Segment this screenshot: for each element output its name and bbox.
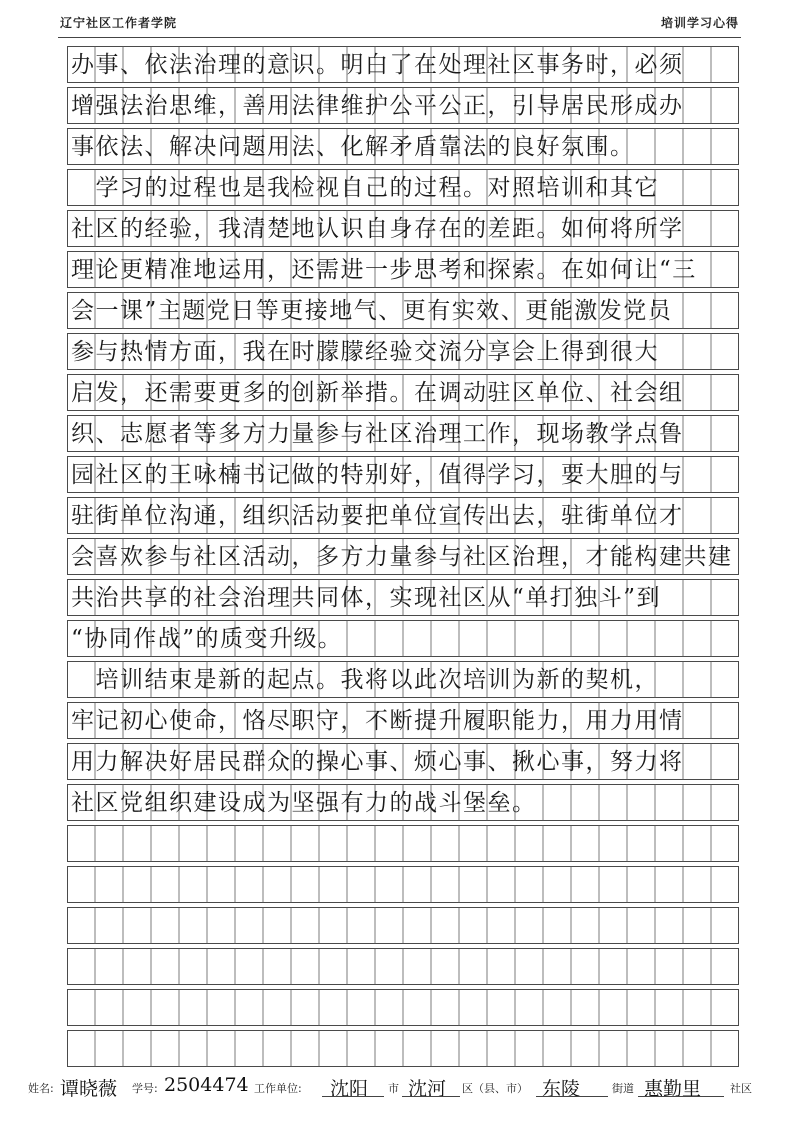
name-value: 谭晓薇 xyxy=(60,1078,118,1100)
district-label: 区（县、市） xyxy=(462,1082,528,1095)
city-value: 沈阳 xyxy=(330,1078,369,1100)
community-underline xyxy=(638,1096,724,1097)
id-label: 学号: xyxy=(132,1082,158,1095)
street-underline xyxy=(536,1096,608,1097)
body-line: 园社区的王咏楠书记做的特别好，值得学习，要大胆的与 xyxy=(71,462,684,488)
community-label: 社区 xyxy=(730,1082,752,1095)
header-divider xyxy=(58,37,741,38)
body-line: 会一课”主题党日等更接地气、更有实效、更能激发党员 xyxy=(71,298,673,324)
header-right-title: 培训学习心得 xyxy=(660,16,739,30)
body-line: 用力解决好居民群众的操心事、烦心事、揪心事，努力将 xyxy=(71,749,684,775)
writing-grid xyxy=(67,46,739,1070)
community-value: 惠勤里 xyxy=(644,1078,702,1100)
street-label: 街道 xyxy=(612,1082,634,1095)
body-line: 事依法、解决问题用法、化解矛盾靠法的良好氛围。 xyxy=(71,134,635,160)
body-line: 增强法治思维，善用法律维护公平公正，引导居民形成办 xyxy=(71,93,684,119)
body-line: 培训结束是新的起点。我将以此次培训为新的契机， xyxy=(71,667,659,693)
body-line: “协同作战”的质变升级。 xyxy=(71,626,343,652)
district-value: 沈河 xyxy=(408,1078,447,1100)
body-line: 共治共享的社会治理共同体，实现社区从“单打独斗”到 xyxy=(71,585,662,611)
body-line: 驻街单位沟通，组织活动要把单位宣传出去，驻街单位才 xyxy=(71,503,684,529)
body-line: 学习的过程也是我检视自己的过程。对照培训和其它 xyxy=(71,175,659,201)
unit-label: 工作单位: xyxy=(254,1082,302,1095)
body-line: 启发，还需要更多的创新举措。在调动驻区单位、社会组 xyxy=(71,380,684,406)
body-line: 社区的经验，我清楚地认识自身存在的差距。如何将所学 xyxy=(71,216,684,242)
street-value: 东陵 xyxy=(542,1078,581,1100)
id-value: 2504474 xyxy=(164,1074,249,1096)
body-line: 会喜欢参与社区活动，多方力量参与社区治理，才能构建共建 xyxy=(71,544,733,570)
body-line: 牢记初心使命，恪尽职守，不断提升履职能力，用力用情 xyxy=(71,708,684,734)
body-line: 织、志愿者等多方力量参与社区治理工作，现场教学点鲁 xyxy=(71,421,684,447)
district-underline xyxy=(402,1096,460,1097)
body-line: 参与热情方面，我在时朦朦经验交流分享会上得到很大 xyxy=(71,339,659,365)
city-underline xyxy=(322,1096,384,1097)
body-line: 办事、依法治理的意识。明白了在处理社区事务时，必须 xyxy=(71,52,684,78)
city-label: 市 xyxy=(388,1082,399,1095)
body-line: 理论更精准地运用，还需进一步思考和探索。在如何让“三 xyxy=(71,257,697,283)
body-line: 社区党组织建设成为坚强有力的战斗堡垒。 xyxy=(71,790,537,816)
header-left-title: 辽宁社区工作者学院 xyxy=(60,16,178,30)
footer-info xyxy=(22,1074,782,1100)
name-label: 姓名: xyxy=(28,1082,54,1095)
